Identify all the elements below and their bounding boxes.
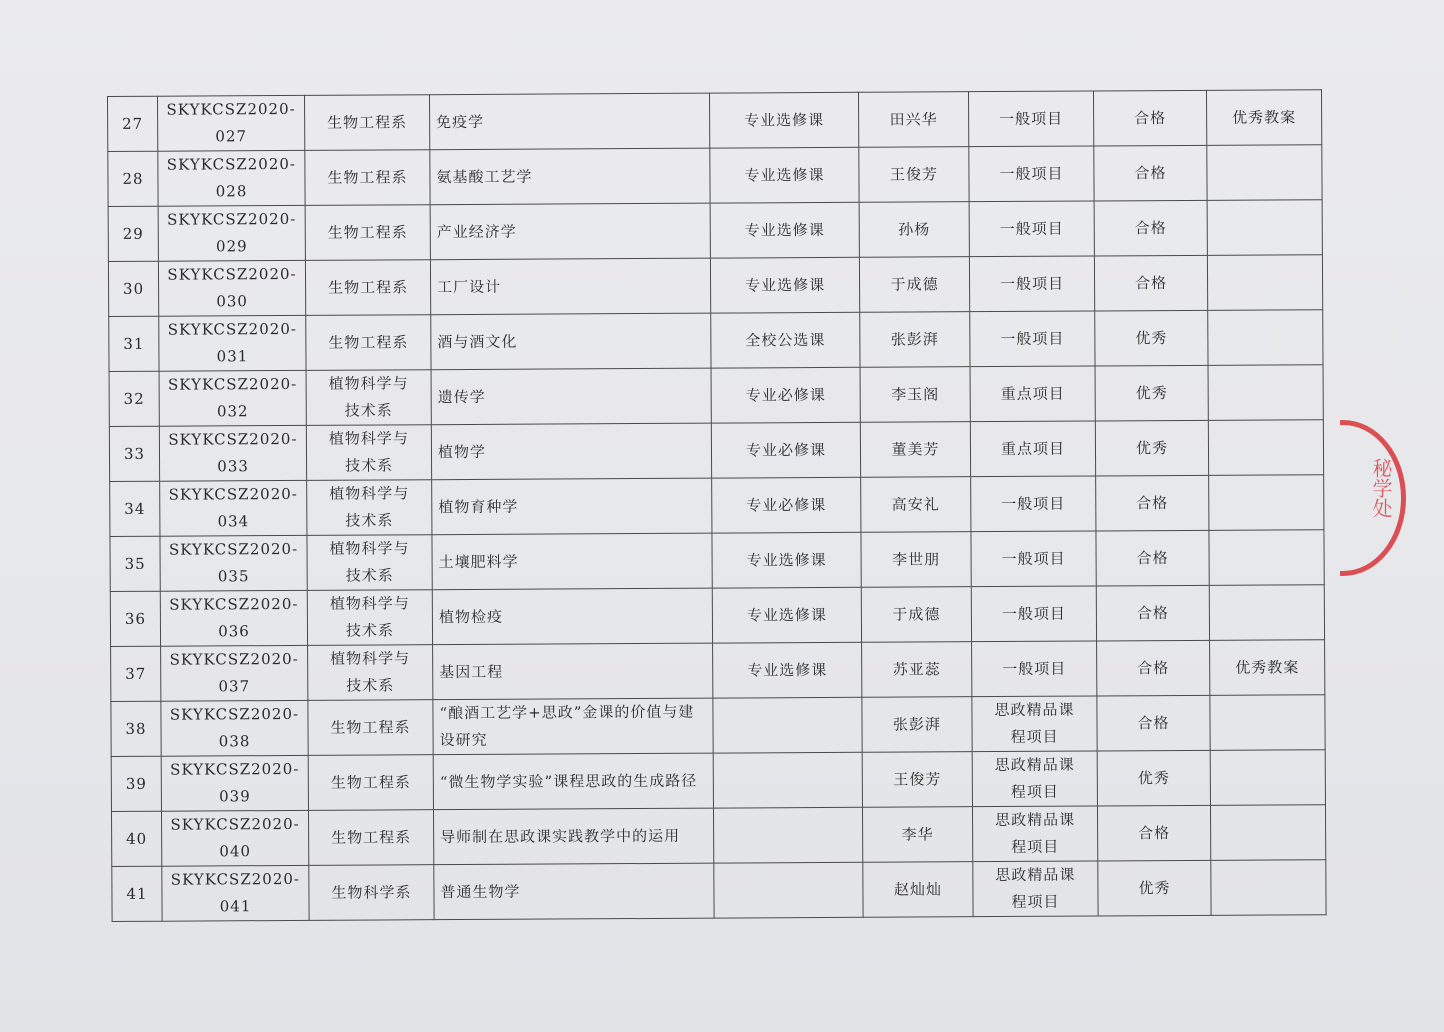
course-name-text: 土壤肥料学 bbox=[438, 552, 519, 571]
row-number-text: 32 bbox=[123, 389, 145, 408]
project-code-text: SKYKCSZ2020- bbox=[166, 99, 296, 119]
course-name-cell bbox=[432, 533, 712, 590]
row-number-cell bbox=[112, 866, 162, 921]
project-level-cell bbox=[971, 586, 1096, 642]
project-level-text: 程项目 bbox=[1011, 892, 1060, 911]
project-code-cell bbox=[158, 150, 305, 206]
course-name-cell bbox=[433, 643, 713, 700]
result-text: 合格 bbox=[1136, 493, 1169, 512]
row-number-cell bbox=[108, 261, 158, 316]
result-cell bbox=[1098, 860, 1211, 916]
project-results-table bbox=[107, 89, 1327, 922]
course-name-text: 植物育种学 bbox=[438, 497, 519, 516]
teacher-cell bbox=[859, 147, 969, 203]
result-cell bbox=[1095, 365, 1208, 421]
department-text: 生物工程系 bbox=[327, 167, 408, 187]
row-number-cell bbox=[109, 316, 159, 371]
teacher-text: 田兴华 bbox=[889, 109, 938, 129]
course-name-text: 氨基酸工艺学 bbox=[436, 167, 533, 186]
remark-cell bbox=[1211, 860, 1326, 916]
course-type-text: 专业选修课 bbox=[744, 275, 826, 294]
project-code-cell bbox=[158, 205, 305, 261]
project-level-text: 思政精品课 bbox=[994, 755, 1075, 775]
teacher-text: 李世朋 bbox=[892, 549, 941, 569]
department-cell bbox=[308, 700, 433, 756]
department-text: 植物科学与 bbox=[329, 539, 410, 558]
course-name-text: 普通生物学 bbox=[440, 882, 521, 901]
department-text: 植物科学与 bbox=[328, 429, 409, 448]
teacher-text: 孙杨 bbox=[898, 219, 931, 239]
project-code-text: SKYKCSZ2020- bbox=[168, 484, 298, 504]
course-type-cell bbox=[712, 587, 861, 643]
official-seal bbox=[1340, 420, 1420, 580]
remark-cell bbox=[1210, 695, 1325, 751]
project-level-cell bbox=[973, 861, 1098, 917]
result-cell bbox=[1096, 585, 1209, 641]
department-text: 生物工程系 bbox=[330, 772, 411, 792]
project-level-cell bbox=[972, 751, 1097, 807]
project-code-text: 036 bbox=[218, 622, 250, 641]
course-name-text: 免疫学 bbox=[436, 112, 485, 131]
table-row bbox=[111, 805, 1325, 867]
teacher-cell bbox=[862, 697, 972, 753]
department-cell bbox=[306, 315, 431, 371]
teacher-text: 于成德 bbox=[890, 274, 939, 294]
project-level-text: 程项目 bbox=[1011, 837, 1060, 856]
department-cell bbox=[307, 480, 432, 536]
project-level-cell bbox=[972, 641, 1097, 697]
teacher-cell bbox=[863, 862, 973, 918]
department-text: 生物工程系 bbox=[328, 332, 409, 352]
department-text: 生物工程系 bbox=[331, 827, 412, 847]
row-number-cell bbox=[108, 206, 158, 261]
project-level-text: 重点项目 bbox=[1000, 384, 1065, 403]
row-number-cell bbox=[108, 151, 158, 206]
row-number-text: 33 bbox=[123, 444, 146, 463]
project-code-text: 027 bbox=[215, 127, 248, 146]
result-cell bbox=[1094, 255, 1207, 311]
project-code-cell bbox=[160, 590, 307, 646]
project-code-text: 034 bbox=[217, 512, 250, 531]
department-text: 植物科学与 bbox=[328, 374, 409, 393]
row-number-text: 34 bbox=[124, 499, 146, 518]
department-cell bbox=[306, 425, 431, 481]
teacher-text: 张彭湃 bbox=[892, 714, 942, 734]
project-code-text: 029 bbox=[215, 237, 248, 256]
table-row bbox=[111, 695, 1325, 757]
course-name-text: “微生物学实验”课程思政的生成路径 bbox=[439, 771, 698, 791]
project-level-cell bbox=[970, 311, 1095, 367]
result-text: 优秀 bbox=[1135, 328, 1168, 347]
result-text: 合格 bbox=[1136, 603, 1169, 622]
project-level-text: 思政精品课 bbox=[994, 700, 1075, 720]
remark-cell bbox=[1210, 750, 1325, 806]
department-text: 植物科学与 bbox=[329, 594, 410, 613]
result-text: 合格 bbox=[1137, 713, 1170, 732]
result-text: 优秀 bbox=[1138, 878, 1171, 897]
course-type-cell bbox=[713, 697, 862, 753]
project-level-cell bbox=[970, 421, 1095, 477]
table-row bbox=[109, 365, 1323, 427]
row-number-cell bbox=[109, 371, 159, 426]
row-number-cell bbox=[110, 591, 160, 646]
department-text: 植物科学与 bbox=[330, 649, 411, 668]
teacher-cell bbox=[862, 807, 972, 863]
row-number-text: 27 bbox=[122, 114, 144, 133]
teacher-text: 高安礼 bbox=[891, 494, 940, 514]
row-number-text: 41 bbox=[126, 884, 148, 903]
project-level-text: 一般项目 bbox=[999, 274, 1065, 293]
row-number-text: 38 bbox=[125, 719, 147, 738]
course-name-cell bbox=[431, 423, 711, 480]
result-text: 优秀 bbox=[1135, 438, 1169, 457]
project-code-text: SKYKCSZ2020- bbox=[170, 814, 300, 834]
department-text: 技术系 bbox=[345, 566, 394, 585]
department-cell bbox=[308, 645, 433, 701]
course-type-text: 专业必修课 bbox=[745, 440, 827, 459]
department-text: 生物工程系 bbox=[328, 277, 409, 297]
department-text: 技术系 bbox=[344, 401, 393, 420]
project-level-cell bbox=[968, 91, 1093, 147]
remark-cell bbox=[1208, 310, 1323, 366]
table-row bbox=[109, 420, 1323, 482]
project-code-text: 031 bbox=[216, 347, 249, 366]
remark-cell bbox=[1210, 805, 1325, 861]
result-cell bbox=[1096, 475, 1209, 531]
course-name-text: 基因工程 bbox=[439, 662, 504, 681]
teacher-text: 张彭湃 bbox=[890, 329, 939, 349]
project-code-text: SKYKCSZ2020- bbox=[169, 594, 299, 614]
course-name-text: 工厂设计 bbox=[437, 277, 502, 296]
project-level-cell bbox=[969, 146, 1094, 202]
remark-cell bbox=[1209, 475, 1324, 531]
project-level-text: 程项目 bbox=[1010, 727, 1059, 746]
project-code-text: 041 bbox=[219, 897, 252, 916]
course-name-text: 植物检疫 bbox=[438, 607, 503, 626]
row-number-cell bbox=[111, 646, 161, 701]
remark-cell bbox=[1207, 145, 1322, 201]
project-code-text: 035 bbox=[217, 567, 250, 586]
result-text: 合格 bbox=[1137, 658, 1170, 677]
row-number-text: 29 bbox=[122, 224, 144, 243]
course-type-text: 专业选修课 bbox=[747, 660, 828, 679]
result-text: 优秀 bbox=[1135, 383, 1168, 402]
project-code-text: SKYKCSZ2020- bbox=[169, 704, 300, 724]
department-text: 生物工程系 bbox=[327, 112, 408, 132]
course-name-cell bbox=[430, 258, 710, 315]
department-text: 技术系 bbox=[345, 621, 395, 640]
course-name-text: 产业经济学 bbox=[436, 222, 517, 241]
row-number-cell bbox=[109, 426, 159, 481]
remark-cell bbox=[1208, 420, 1323, 476]
row-number-cell bbox=[111, 701, 161, 756]
course-type-cell bbox=[713, 642, 862, 698]
project-code-cell bbox=[161, 810, 308, 866]
course-name-cell bbox=[429, 93, 709, 150]
result-text: 合格 bbox=[1134, 218, 1167, 237]
remark-cell bbox=[1210, 640, 1325, 696]
project-code-cell bbox=[161, 755, 308, 811]
project-level-cell bbox=[969, 201, 1094, 257]
project-code-text: SKYKCSZ2020- bbox=[167, 209, 297, 229]
teacher-text: 王俊芳 bbox=[889, 164, 938, 184]
row-number-cell bbox=[110, 481, 160, 536]
course-name-text: 植物学 bbox=[437, 442, 487, 461]
table-row bbox=[110, 475, 1324, 537]
course-type-cell bbox=[713, 807, 862, 863]
project-level-text: 一般项目 bbox=[999, 164, 1064, 183]
department-text: 技术系 bbox=[345, 456, 394, 475]
project-level-text: 程项目 bbox=[1010, 782, 1059, 801]
project-code-text: 038 bbox=[218, 732, 251, 751]
result-cell bbox=[1093, 90, 1206, 146]
department-cell bbox=[308, 810, 433, 866]
department-cell bbox=[308, 755, 433, 811]
table-body bbox=[108, 90, 1327, 922]
teacher-text: 苏亚蕊 bbox=[892, 659, 941, 679]
table-row bbox=[110, 530, 1324, 592]
course-type-cell bbox=[711, 367, 860, 423]
course-name-text: “酿酒工艺学+思政”金课的价值与建设研究 bbox=[439, 702, 695, 750]
project-level-text: 一般项目 bbox=[999, 219, 1064, 238]
project-code-cell bbox=[158, 95, 305, 151]
table-row bbox=[111, 640, 1325, 702]
row-number-text: 31 bbox=[123, 334, 145, 353]
course-name-text: 遗传学 bbox=[437, 387, 486, 406]
project-level-text: 思政精品课 bbox=[995, 865, 1076, 885]
result-text: 合格 bbox=[1134, 163, 1167, 182]
project-level-cell bbox=[971, 531, 1096, 587]
project-level-text: 思政精品课 bbox=[994, 810, 1076, 830]
course-name-cell bbox=[433, 808, 713, 865]
course-name-text: 酒与酒文化 bbox=[437, 332, 518, 351]
project-level-text: 一般项目 bbox=[1002, 659, 1067, 678]
project-code-cell bbox=[160, 535, 307, 591]
department-text: 生物工程系 bbox=[330, 717, 411, 737]
project-code-text: SKYKCSZ2020- bbox=[168, 539, 299, 559]
department-text: 技术系 bbox=[346, 676, 395, 695]
teacher-cell bbox=[861, 587, 971, 643]
row-number-text: 40 bbox=[126, 829, 148, 848]
project-code-text: SKYKCSZ2020- bbox=[166, 154, 297, 174]
remark-cell bbox=[1206, 90, 1321, 146]
project-code-text: SKYKCSZ2020- bbox=[167, 319, 297, 339]
course-name-cell bbox=[431, 313, 711, 370]
table-row bbox=[108, 145, 1322, 207]
teacher-text: 李玉阁 bbox=[891, 384, 940, 404]
seal-text: 秘学处 bbox=[1369, 458, 1393, 518]
project-code-text: 040 bbox=[219, 842, 252, 861]
table-row bbox=[112, 860, 1326, 922]
course-type-text: 专业选修课 bbox=[744, 110, 825, 129]
course-name-cell bbox=[430, 148, 710, 205]
course-type-cell bbox=[712, 532, 861, 588]
course-type-cell bbox=[714, 862, 863, 918]
course-name-cell bbox=[432, 588, 712, 645]
project-code-text: 039 bbox=[219, 787, 251, 806]
teacher-text: 于成德 bbox=[892, 604, 941, 624]
teacher-text: 王俊芳 bbox=[893, 769, 942, 789]
course-type-cell bbox=[712, 477, 861, 533]
project-level-cell bbox=[971, 476, 1096, 532]
project-level-text: 一般项目 bbox=[1001, 549, 1066, 568]
result-text: 合格 bbox=[1134, 108, 1167, 127]
project-level-text: 一般项目 bbox=[1000, 329, 1065, 348]
teacher-cell bbox=[861, 477, 971, 533]
table-row bbox=[109, 310, 1323, 372]
course-type-text: 专业选修课 bbox=[746, 550, 827, 569]
project-code-cell bbox=[161, 645, 308, 701]
course-type-text: 专业必修课 bbox=[746, 495, 827, 514]
result-cell bbox=[1097, 640, 1210, 696]
project-code-text: 037 bbox=[218, 677, 251, 696]
course-name-cell bbox=[433, 698, 713, 755]
remark-text: 优秀教案 bbox=[1235, 657, 1300, 677]
project-code-text: 032 bbox=[216, 402, 249, 421]
remark-text: 优秀教案 bbox=[1232, 107, 1297, 127]
table-row bbox=[111, 750, 1325, 812]
remark-cell bbox=[1207, 200, 1322, 256]
project-level-text: 一般项目 bbox=[999, 109, 1064, 128]
department-cell bbox=[307, 535, 432, 591]
remark-cell bbox=[1209, 530, 1324, 586]
teacher-cell bbox=[861, 532, 971, 588]
project-code-cell bbox=[161, 700, 308, 756]
project-code-cell bbox=[159, 425, 306, 481]
teacher-cell bbox=[862, 642, 972, 698]
result-text: 合格 bbox=[1138, 823, 1171, 842]
project-code-text: SKYKCSZ2020- bbox=[167, 264, 297, 284]
department-cell bbox=[304, 95, 429, 151]
project-code-cell bbox=[160, 480, 307, 536]
course-name-cell bbox=[431, 368, 711, 425]
project-code-text: SKYKCSZ2020- bbox=[170, 759, 300, 779]
project-level-text: 一般项目 bbox=[1001, 604, 1066, 623]
department-cell bbox=[309, 865, 434, 921]
result-cell bbox=[1094, 200, 1207, 256]
course-name-cell bbox=[434, 863, 714, 920]
teacher-cell bbox=[862, 752, 972, 808]
row-number-text: 37 bbox=[125, 664, 147, 683]
department-cell bbox=[306, 370, 431, 426]
course-type-cell bbox=[710, 147, 859, 203]
course-name-text: 导师制在思政课实践教学中的运用 bbox=[440, 826, 681, 846]
row-number-text: 30 bbox=[122, 279, 145, 298]
course-type-text: 专业选修课 bbox=[744, 165, 825, 184]
row-number-text: 28 bbox=[122, 169, 144, 188]
project-code-cell bbox=[158, 260, 305, 316]
result-cell bbox=[1096, 530, 1209, 586]
course-type-text: 全校公选课 bbox=[745, 330, 826, 349]
result-cell bbox=[1095, 310, 1208, 366]
project-code-text: SKYKCSZ2020- bbox=[168, 429, 298, 449]
row-number-text: 35 bbox=[124, 554, 146, 573]
table-row bbox=[108, 255, 1322, 317]
course-name-cell bbox=[430, 203, 710, 260]
teacher-cell bbox=[860, 367, 970, 423]
department-text: 植物科学与 bbox=[329, 484, 410, 503]
course-type-text: 专业选修课 bbox=[744, 220, 825, 239]
project-code-text: SKYKCSZ2020- bbox=[167, 374, 298, 394]
teacher-text: 董美芳 bbox=[891, 439, 940, 459]
row-number-cell bbox=[111, 756, 161, 811]
row-number-text: 36 bbox=[124, 609, 147, 628]
course-type-cell bbox=[710, 257, 859, 313]
department-text: 生物科学系 bbox=[331, 882, 412, 902]
project-code-text: 033 bbox=[217, 457, 249, 476]
course-type-cell bbox=[711, 422, 860, 478]
project-code-text: SKYKCSZ2020- bbox=[170, 869, 301, 889]
result-text: 优秀 bbox=[1137, 768, 1170, 787]
course-name-cell bbox=[433, 753, 713, 810]
remark-cell bbox=[1208, 365, 1323, 421]
project-code-text: 030 bbox=[216, 292, 249, 311]
result-cell bbox=[1094, 145, 1207, 201]
department-text: 生物工程系 bbox=[327, 222, 408, 242]
row-number-cell bbox=[111, 811, 161, 866]
project-code-cell bbox=[159, 370, 306, 426]
department-text: 技术系 bbox=[345, 511, 394, 530]
project-level-text: 重点项目 bbox=[1000, 439, 1066, 458]
teacher-cell bbox=[858, 92, 968, 148]
department-cell bbox=[305, 260, 430, 316]
department-cell bbox=[307, 590, 432, 646]
teacher-text: 赵灿灿 bbox=[893, 879, 942, 899]
course-type-cell bbox=[710, 202, 859, 258]
result-text: 合格 bbox=[1136, 548, 1169, 567]
project-level-cell bbox=[972, 696, 1097, 752]
teacher-cell bbox=[860, 312, 970, 368]
project-code-text: 028 bbox=[215, 182, 248, 201]
remark-cell bbox=[1207, 255, 1322, 311]
course-name-cell bbox=[432, 478, 712, 535]
teacher-cell bbox=[860, 422, 970, 478]
project-code-text: SKYKCSZ2020- bbox=[169, 649, 299, 669]
course-type-text: 专业选修课 bbox=[746, 605, 827, 624]
project-level-text: 一般项目 bbox=[1001, 494, 1066, 513]
row-number-cell bbox=[110, 536, 160, 591]
project-level-cell bbox=[972, 806, 1097, 862]
teacher-text: 李华 bbox=[901, 824, 934, 844]
result-cell bbox=[1097, 750, 1210, 806]
table-row bbox=[108, 200, 1322, 262]
department-cell bbox=[305, 205, 430, 261]
project-code-cell bbox=[159, 315, 306, 371]
row-number-cell bbox=[108, 96, 158, 151]
teacher-cell bbox=[859, 202, 969, 258]
course-type-cell bbox=[713, 752, 862, 808]
course-type-text: 专业必修课 bbox=[745, 385, 826, 404]
project-level-cell bbox=[969, 256, 1094, 312]
project-level-cell bbox=[970, 366, 1095, 422]
department-cell bbox=[305, 150, 430, 206]
result-cell bbox=[1097, 695, 1210, 751]
result-text: 合格 bbox=[1134, 273, 1168, 292]
remark-cell bbox=[1209, 585, 1324, 641]
row-number-text: 39 bbox=[125, 774, 147, 793]
table-row bbox=[108, 90, 1322, 152]
course-type-cell bbox=[711, 312, 860, 368]
result-cell bbox=[1097, 805, 1210, 861]
result-cell bbox=[1095, 420, 1208, 476]
table-row bbox=[110, 585, 1324, 647]
course-type-cell bbox=[709, 92, 858, 148]
project-code-cell bbox=[162, 865, 309, 921]
teacher-cell bbox=[859, 257, 969, 313]
